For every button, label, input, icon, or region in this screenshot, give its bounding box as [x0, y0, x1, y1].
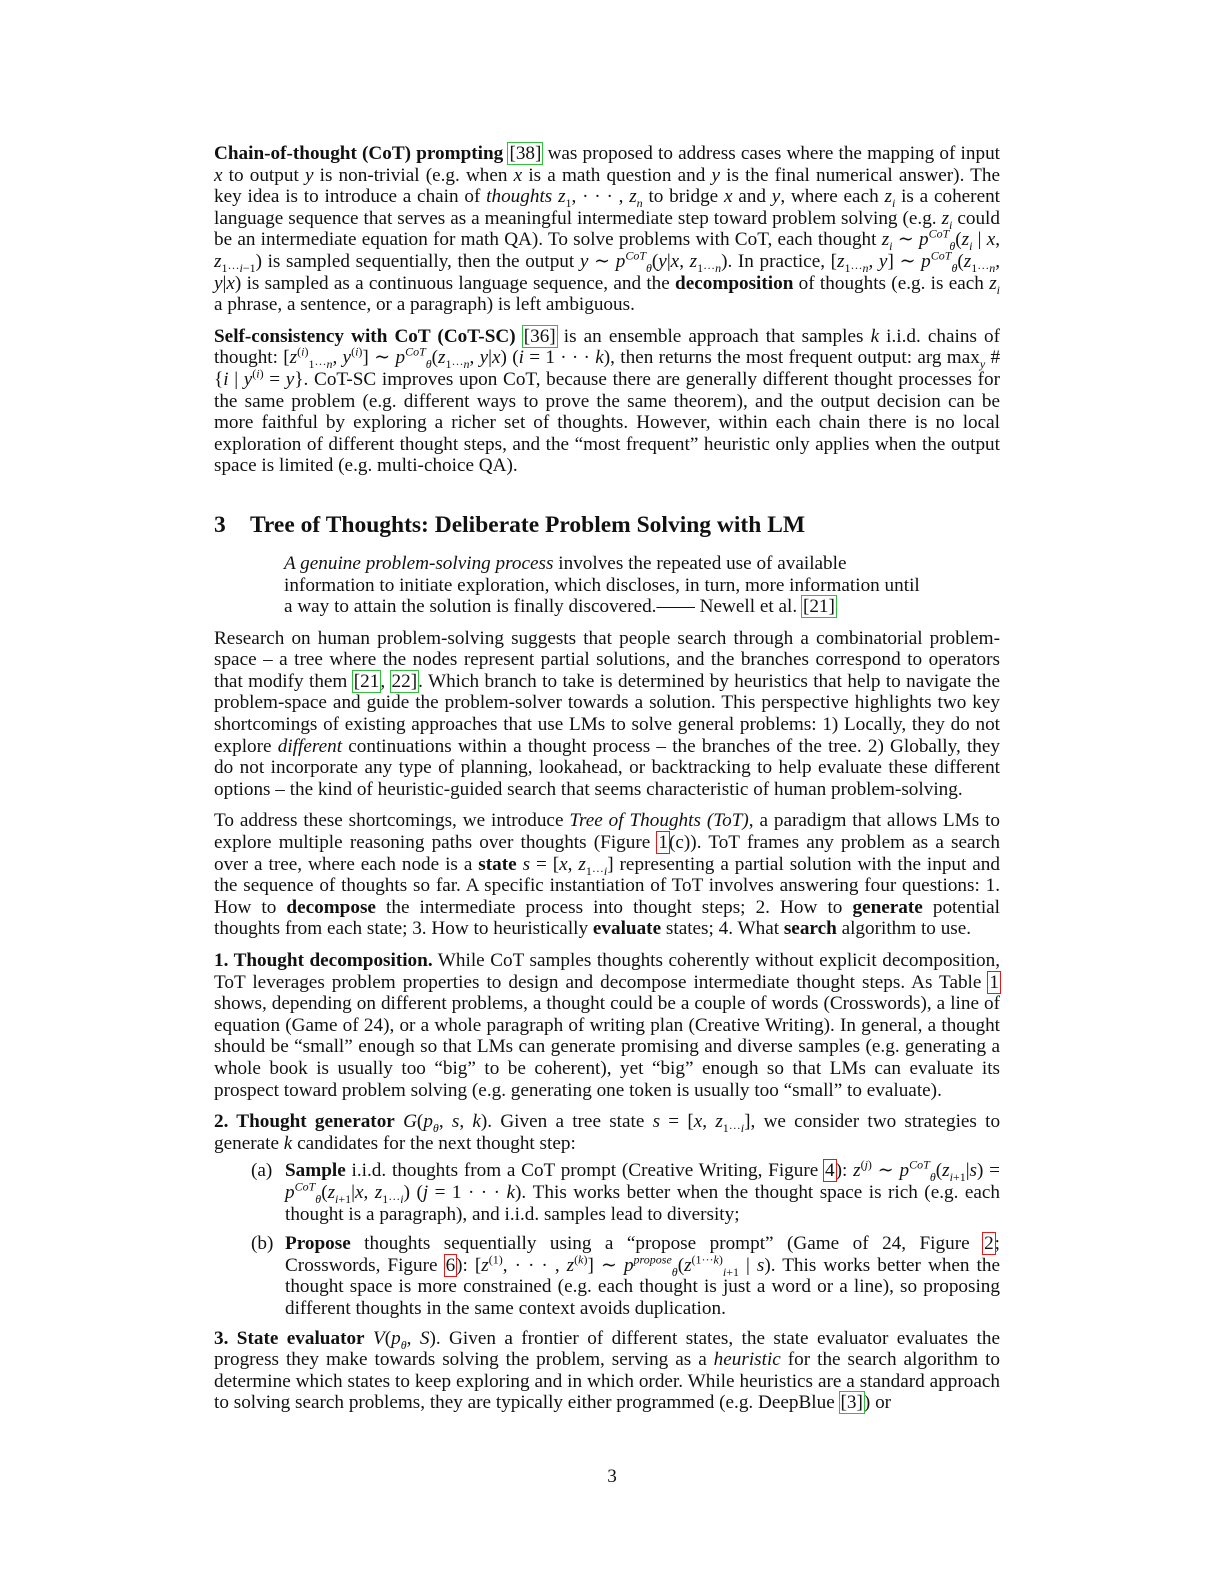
evaluator-heading: 3. State evaluator	[214, 1327, 365, 1349]
citation-38[interactable]: [38]	[509, 143, 542, 164]
table-ref-1[interactable]: 1	[989, 971, 999, 993]
research-paragraph: Research on human problem-solving suggests that people search through a combinatorial problem-space – a tree where the nodes represent partial solutions, and the branches correspond to operators that modify them [21, 22]. Which branch to take is determined by heuristics that help to navigate the problem-space and guide the problem-solver towards a solution. This perspective highlights two key shortcomings of existing approaches that use LMs to solve general problems: 1) Locally, they do not explore different continuations within a thought process – the branches of the tree. 2) Globally, they do not incorporate any type of planning, lookahead, or backtracking to help evaluate these different options – the kind of heuristic-guided search that seems characteristic of human problem-solving.	[214, 627, 1000, 800]
evaluator-paragraph: 3. State evaluator $V(p_\theta$, S). Given a frontier of different states, the state evaluator evaluates the progress they make towards solving the problem, serving as a heuristic for the search algorithm to determine which states to keep exploring and in which order. While heuristics are a standard approach to solving search problems, they are typically either programmed (e.g. DeepBlue [3]) or	[214, 1327, 1001, 1414]
section-title: Tree of Thoughts: Deliberate Problem Solving with LM	[250, 511, 806, 538]
address-paragraph: To address these shortcomings, we introduce Tree of Thoughts (ToT), a paradigm that allows LMs to explore multiple reasoning paths over thoughts (Figure 1(c)). ToT frames any problem as a search over a tree, where each node is a state s = [x, $z_{1\cdot\cdot\cdot i}$] representing a partial solution with the input and the sequence of thoughts so far. A specific instantiation of ToT involves answering four questions: 1. How to decompose the intermediate process into thought steps; 2. How to generate potential thoughts from each state; 3. How to heuristically evaluate states; 4. What search algorithm to use.	[214, 810, 1001, 940]
decomposition-paragraph: 1. Thought decomposition. While CoT samples thoughts coherently without explicit decomposition, ToT leverages problem properties to design and decompose intermediate thought steps. As Table 1 shows, depending on different problems, a thought could be a couple of words (Crosswords), a line of equation (Game of 24), or a whole paragraph of writing plan (Creative Writing). In general, a thought should be “small” enough so that LMs can generate promising and diverse samples (e.g. generating a whole book is usually too “big” to be coherent), yet “big” enough so that LMs can evaluate its prospect toward problem solving (e.g. generating one token is usually too “small” to evaluate).	[214, 950, 1001, 1101]
cotsc-heading: Self-consistency with CoT (CoT-SC)	[214, 325, 516, 347]
figure-ref-6[interactable]: 6	[445, 1254, 456, 1276]
citation-3[interactable]: [3]	[840, 1392, 863, 1414]
generator-heading: 2. Thought generator	[214, 1111, 395, 1133]
page-number: 3	[607, 1466, 617, 1487]
generator-strategy-list	[214, 1157, 1000, 1319]
decomposition-heading: 1. Thought decomposition.	[214, 950, 433, 971]
cot-paragraph: Chain-of-thought (CoT) prompting [38] was proposed to address cases where the mapping of input x to output y is non-trivial (e.g. when x is a math question and y is the final numerical answer). The key idea is to introduce a chain of thoughts $z_1$, · · · , $z_n$ to bridge x and y, where each $z_i$ is a coherent language sequence that serves as a meaningful intermediate step toward problem solving (e.g. $z_i$ could be an intermediate equation for math QA). To solve problems with CoT, each thought $z_i$ ∼ $p^{CoT}_\theta(z_i$ | x, $z_{1\cdot\cdot\cdot i-1}$) is sampled sequentially, then the output y ∼ $p^{CoT}_\theta(y|x$, $z_{1\cdot\cdot\cdot n}$). In practice, [$z_{1\cdot\cdot\cdot n}$, y] ∼ $p^{CoT}_\theta(z_{1\cdot\cdot\cdot n}$, y|x) is sampled as a continuous language sequence, and the decomposition of thoughts (e.g. is each $z_i$ a phrase, a sentence, or a paragraph) is left ambiguous.	[214, 143, 1001, 316]
citation-22[interactable]: 22]	[391, 670, 418, 692]
figure-ref-4[interactable]: 4	[825, 1160, 835, 1182]
list-item: (a) Sample i.i.d. thoughts from a CoT prompt (Creative Writing, Figure 4): $z^{(j)}$ ∼ $p^{CoT}_\theta(z_{i+1}|s) = p^{CoT}_\theta(z_{i+1}|x$, $z_{1\cdot\cdot\cdot i}$) (j = 1 · · · k). This works better when the thought space is rich (e.g. each thought is a paragraph), and i.i.d. samples lead to diversity;	[251, 1157, 1000, 1225]
epigraph-quote: A genuine problem-solving process involves the repeated use of available information to initiate exploration, which discloses, in turn, more information until a way to attain the solution is finally discovered.—— Newell et al. [21]	[284, 552, 920, 618]
generator-paragraph: 2. Thought generator $G(p_\theta$, s, k). Given a tree state s = [x, $z_{1\cdot\cdot\cdot i}$], we consider two strategies to generate k candidates for the next thought step:	[214, 1111, 1001, 1154]
cotsc-paragraph: Self-consistency with CoT (CoT-SC) [36] is an ensemble approach that samples k i.i.d. chains of thought: [$z^{(i)}_{1\cdot\cdot\cdot n}$, $y^{(i)}$] ∼ $p^{CoT}_\theta(z_{1\cdot\cdot\cdot n}$, y|x) (i = 1 · · · k), then returns the most frequent output: arg $\max_y$ #{i | $y^{(i)} = y$}. CoT-SC improves upon CoT, because there are generally different thought processes for the same problem (e.g. different ways to prove the same theorem), and the output decision can be more faithful by exploring a richer set of thoughts. However, within each chain there is no local exploration of different thought steps, and the “most frequent” heuristic only applies when the output space is limited (e.g. multi-choice QA).	[214, 325, 1001, 477]
section-heading	[214, 511, 1000, 539]
section-number: 3	[214, 511, 226, 538]
list-item: (b) Propose thoughts sequentially using a “propose prompt” (Game of 24, Figure 2; Crosswords, Figure 6): [$z^{(1)}$, · · · , $z^{(k)}$] ∼ $p^{propose}_\theta(z^{(1\cdot\cdot\cdot k)}_{i+1}$ | s). This works better when the thought space is more constrained (e.g. each thought is just a word or a line), so proposing different thoughts in the same context avoids duplication.	[251, 1233, 1000, 1319]
paper-page	[214, 143, 1000, 1424]
citation-36[interactable]: [36]	[523, 325, 556, 347]
figure-ref-2[interactable]: 2	[984, 1233, 994, 1255]
cot-heading: Chain-of-thought (CoT) prompting	[214, 143, 504, 164]
citation-21b[interactable]: [21	[353, 670, 380, 692]
citation-21[interactable]: [21]	[802, 596, 835, 618]
figure-ref-1[interactable]: 1	[658, 832, 669, 854]
